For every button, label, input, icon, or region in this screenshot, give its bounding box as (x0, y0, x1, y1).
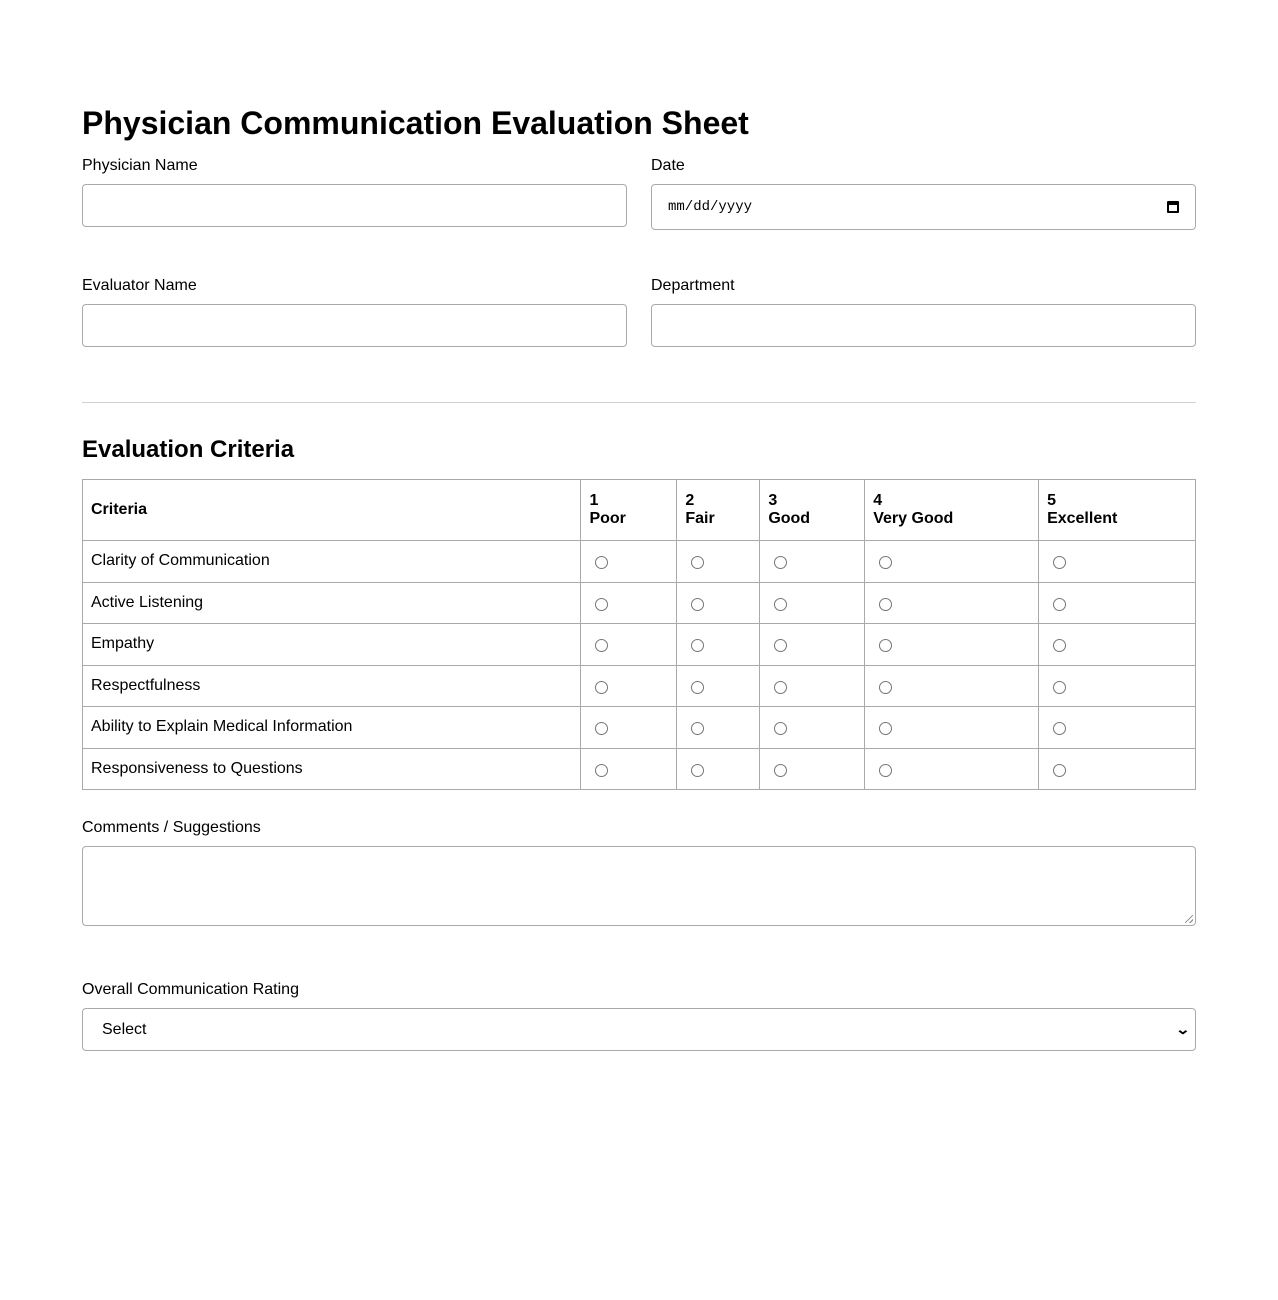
rating-radio-2[interactable] (691, 681, 704, 694)
overall-rating-group (82, 981, 1196, 1051)
column-header-fair: 2 Fair (677, 480, 760, 541)
date-label: Date (651, 157, 685, 174)
criterion-label: Respectfulness (83, 665, 581, 707)
date-group (651, 157, 1196, 230)
evaluator-name-label: Evaluator Name (82, 277, 197, 294)
table-row (83, 748, 1196, 790)
column-header-poor: 1 Poor (581, 480, 677, 541)
criterion-label: Active Listening (83, 582, 581, 624)
column-header-very-good: 4 Very Good (865, 480, 1039, 541)
rating-radio-5[interactable] (1053, 598, 1066, 611)
rating-radio-1[interactable] (595, 598, 608, 611)
date-placeholder: mm/dd/yyyy (668, 199, 753, 215)
column-header-good: 3 Good (760, 480, 865, 541)
rating-radio-5[interactable] (1053, 722, 1066, 735)
comments-group (82, 819, 1196, 926)
evaluation-table (82, 479, 1196, 790)
table-row (83, 624, 1196, 666)
column-header-criteria: Criteria (83, 480, 581, 541)
department-group (651, 277, 1196, 347)
section-divider (82, 402, 1196, 403)
table-row (83, 707, 1196, 749)
rating-radio-4[interactable] (879, 639, 892, 652)
evaluation-criteria-heading: Evaluation Criteria (82, 436, 295, 463)
criterion-label: Responsiveness to Questions (83, 748, 581, 790)
date-input[interactable] (651, 184, 1196, 230)
criterion-label: Ability to Explain Medical Information (83, 707, 581, 749)
rating-radio-5[interactable] (1053, 681, 1066, 694)
physician-name-input[interactable] (82, 184, 627, 227)
chevron-down-icon: ⌄ (1175, 1021, 1191, 1037)
rating-radio-4[interactable] (879, 722, 892, 735)
rating-radio-3[interactable] (774, 639, 787, 652)
rating-radio-3[interactable] (774, 556, 787, 569)
calendar-icon[interactable] (1167, 201, 1179, 213)
rating-radio-3[interactable] (774, 681, 787, 694)
department-label: Department (651, 277, 735, 294)
column-header-excellent: 5 Excellent (1039, 480, 1196, 541)
rating-radio-2[interactable] (691, 764, 704, 777)
table-header-row (83, 480, 1196, 541)
rating-radio-5[interactable] (1053, 764, 1066, 777)
rating-radio-3[interactable] (774, 722, 787, 735)
rating-radio-1[interactable] (595, 681, 608, 694)
rating-radio-3[interactable] (774, 764, 787, 777)
page-title: Physician Communication Evaluation Sheet (82, 105, 749, 141)
rating-radio-2[interactable] (691, 556, 704, 569)
rating-radio-2[interactable] (691, 639, 704, 652)
rating-radio-5[interactable] (1053, 639, 1066, 652)
rating-radio-1[interactable] (595, 764, 608, 777)
evaluator-name-group (82, 277, 627, 347)
table-row (83, 665, 1196, 707)
overall-rating-select[interactable] (82, 1008, 1196, 1051)
department-input[interactable] (651, 304, 1196, 347)
comments-textarea[interactable] (82, 846, 1196, 926)
rating-radio-3[interactable] (774, 598, 787, 611)
table-row (83, 541, 1196, 583)
rating-radio-4[interactable] (879, 556, 892, 569)
rating-radio-2[interactable] (691, 722, 704, 735)
overall-rating-value: Select (102, 1020, 147, 1038)
resize-handle-icon[interactable] (1185, 915, 1193, 923)
physician-name-label: Physician Name (82, 157, 198, 174)
physician-name-group (82, 157, 627, 227)
rating-radio-5[interactable] (1053, 556, 1066, 569)
criterion-label: Clarity of Communication (83, 541, 581, 583)
rating-radio-1[interactable] (595, 722, 608, 735)
rating-radio-4[interactable] (879, 764, 892, 777)
comments-label: Comments / Suggestions (82, 819, 261, 836)
table-row (83, 582, 1196, 624)
rating-radio-4[interactable] (879, 681, 892, 694)
rating-radio-2[interactable] (691, 598, 704, 611)
rating-radio-4[interactable] (879, 598, 892, 611)
rating-radio-1[interactable] (595, 556, 608, 569)
evaluator-name-input[interactable] (82, 304, 627, 347)
overall-rating-label: Overall Communication Rating (82, 981, 299, 998)
rating-radio-1[interactable] (595, 639, 608, 652)
criterion-label: Empathy (83, 624, 581, 666)
